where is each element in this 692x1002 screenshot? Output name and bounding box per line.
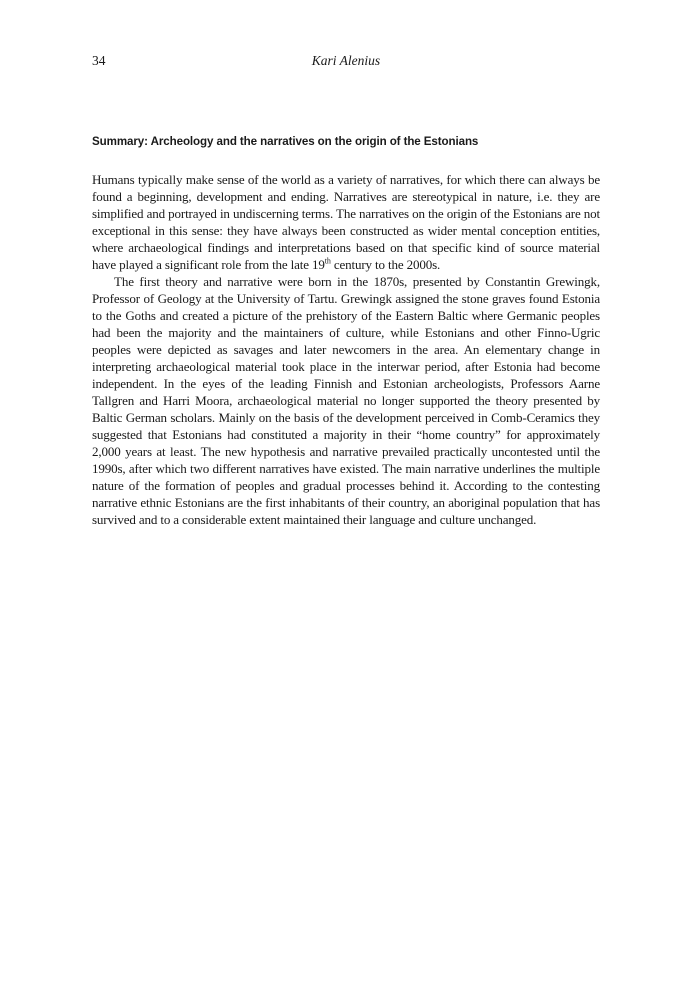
summary-heading: Summary: Archeology and the narratives on the origin of the Estonians xyxy=(92,135,479,148)
ordinal-superscript: th xyxy=(324,256,331,266)
running-head-author: Kari Alenius xyxy=(311,53,381,68)
summary-body xyxy=(92,171,600,528)
page-number: 34 xyxy=(92,53,106,68)
paragraph-1-text: Humans typically make sense of the world as a variety of narratives, for which there can always be found a beginning, development and ending. Narratives are stereotypical in nature, i.e. they are simplified and portrayed in undiscerning terms. The narratives on the origin of the Estonians are not exceptional in this sense: they have always been constructed as wider mental conception entities, where archaeological findings and interpretations based on that specific kind of source material have played a significant role from the late 19 xyxy=(92,172,600,272)
paragraph-1-text-end: century to the 2000s. xyxy=(330,257,441,272)
summary-paragraph-2: The first theory and narrative were born in the 1870s, presented by Constantin Grewingk, Professor of Geology at the University of Tartu. Grewingk assigned the stone graves found Estonia to the Goths and created a picture of the prehistory of the Eastern Baltic where Germanic peoples had been the majority and the maintainers of culture, while Estonians and other Finno-Ugric peoples were depicted as savages and later newcomers in the area. An elementary change in interpreting archaeological material took place in the interwar period, after Estonia had become independent. In the eyes of the leading Finnish and Estonian archeologists, Professors Aarne Tallgren and Harri Moora, archaeological material no longer supported the theory presented by Baltic German scholars. Mainly on the basis of the development perceived in Comb-Ceramics they suggested that Estonians had constituted a majority in their “home country” for approximately 2,000 years at least. The new hypothesis and narrative prevailed practically uncontested until the 1990s, after which two different narratives have existed. The main narrative underlines the multiple nature of the formation of peoples and gradual processes behind it. According to the contesting narrative ethnic Estonians are the first inhabitants of their country, an aboriginal population that has survived and to a considerable extent maintained their language and culture unchanged. xyxy=(92,274,600,527)
summary-paragraph-1 xyxy=(92,171,600,273)
running-head xyxy=(92,53,600,73)
